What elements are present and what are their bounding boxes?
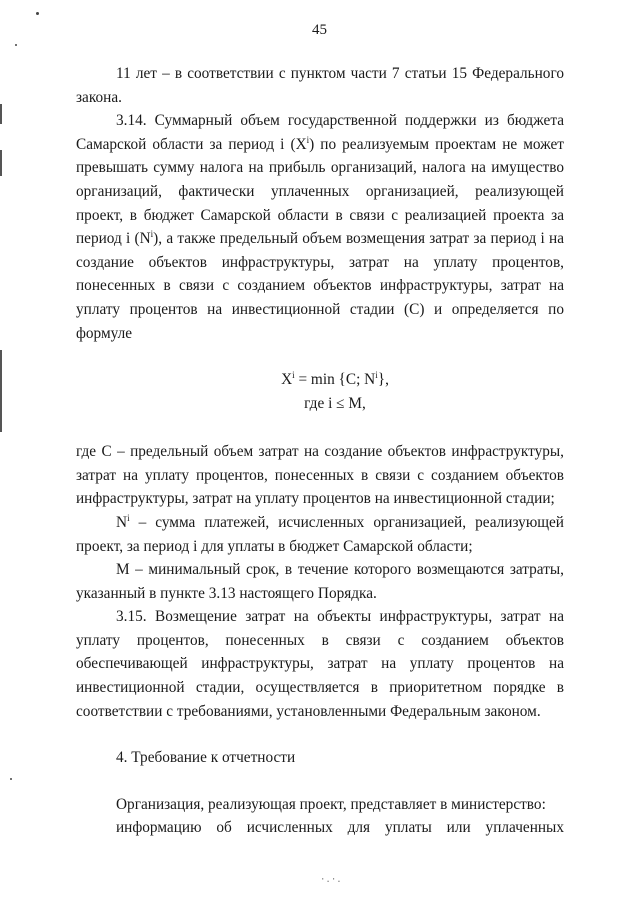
paragraph-where-c: где C – предельный объем затрат на создание объектов инфраструктуры, затрат на уплату процентов, понесенных в связи с созданием объектов инфраструктуры, затрат на уплату процентов на инвестиционной стадии;: [76, 443, 564, 508]
paragraph-11-years: 11 лет – в соответствии с пунктом части 7 статьи 15 Федерального закона.: [76, 65, 564, 106]
paragraph-3-15: 3.15. Возмещение затрат на объекты инфраструктуры, затрат на уплату процентов, понесенных в связи с созданием объектов обеспечивающей инфраструктуры, затрат на уплату процентов на инвестиционной стадии, осуществляется в приоритетном порядке в соответствии с требованиями, установленными Федеральным законом.: [76, 608, 564, 720]
document-body: [76, 62, 564, 840]
paragraph-3-14: 3.14. Суммарный объем государственной поддержки из бюджета Самарской области за период i $(X^i)$ по реализуемым проектам не может превышать сумму налога на прибыль организаций, налога на имущество организаций, фактически уплаченных организацией, реализующей проект, в бюджет Самарской области в связи с реализацией проекта за период i $(N^i)$, а также предельный объем возмещения затрат за период i на создание объектов инфраструктуры, затрат на уплату процентов, понесенных в связи с созданием объектов инфраструктуры, затрат на уплату процентов на инвестиционной стадии (C) и определяется по формуле: [76, 112, 564, 342]
scan-margin-mark: [0, 350, 2, 432]
paragraph-where-n: $N^i$ – сумма платежей, исчисленных организацией, реализующей проект, за период i для уплаты в бюджет Самарской области;: [76, 512, 564, 555]
scan-margin-mark: [0, 150, 2, 176]
paragraph-organization: Организация, реализующая проект, представляет в министерство:: [116, 795, 546, 813]
scan-speck: [36, 12, 39, 15]
scan-speck: ·.·.: [320, 875, 342, 885]
scan-speck: [15, 44, 17, 46]
paragraph-where-m: M – минимальный срок, в течение которого возмещаются затраты, указанный в пункте 3.13 настоящего Порядка.: [76, 561, 564, 602]
page-number: 45: [312, 22, 327, 38]
section-title: 4. Требование к отчетности: [116, 749, 296, 767]
formula-line-1: $X^i = \min \{C$; $N^i$},: [281, 370, 389, 389]
formula: [76, 368, 564, 416]
paragraph-information: информацию об исчисленных для уплаты или уплаченных: [116, 819, 564, 837]
scan-margin-mark: [0, 104, 2, 124]
scan-speck: [10, 778, 12, 780]
formula-line-2: где i ≤ M,: [304, 395, 366, 413]
